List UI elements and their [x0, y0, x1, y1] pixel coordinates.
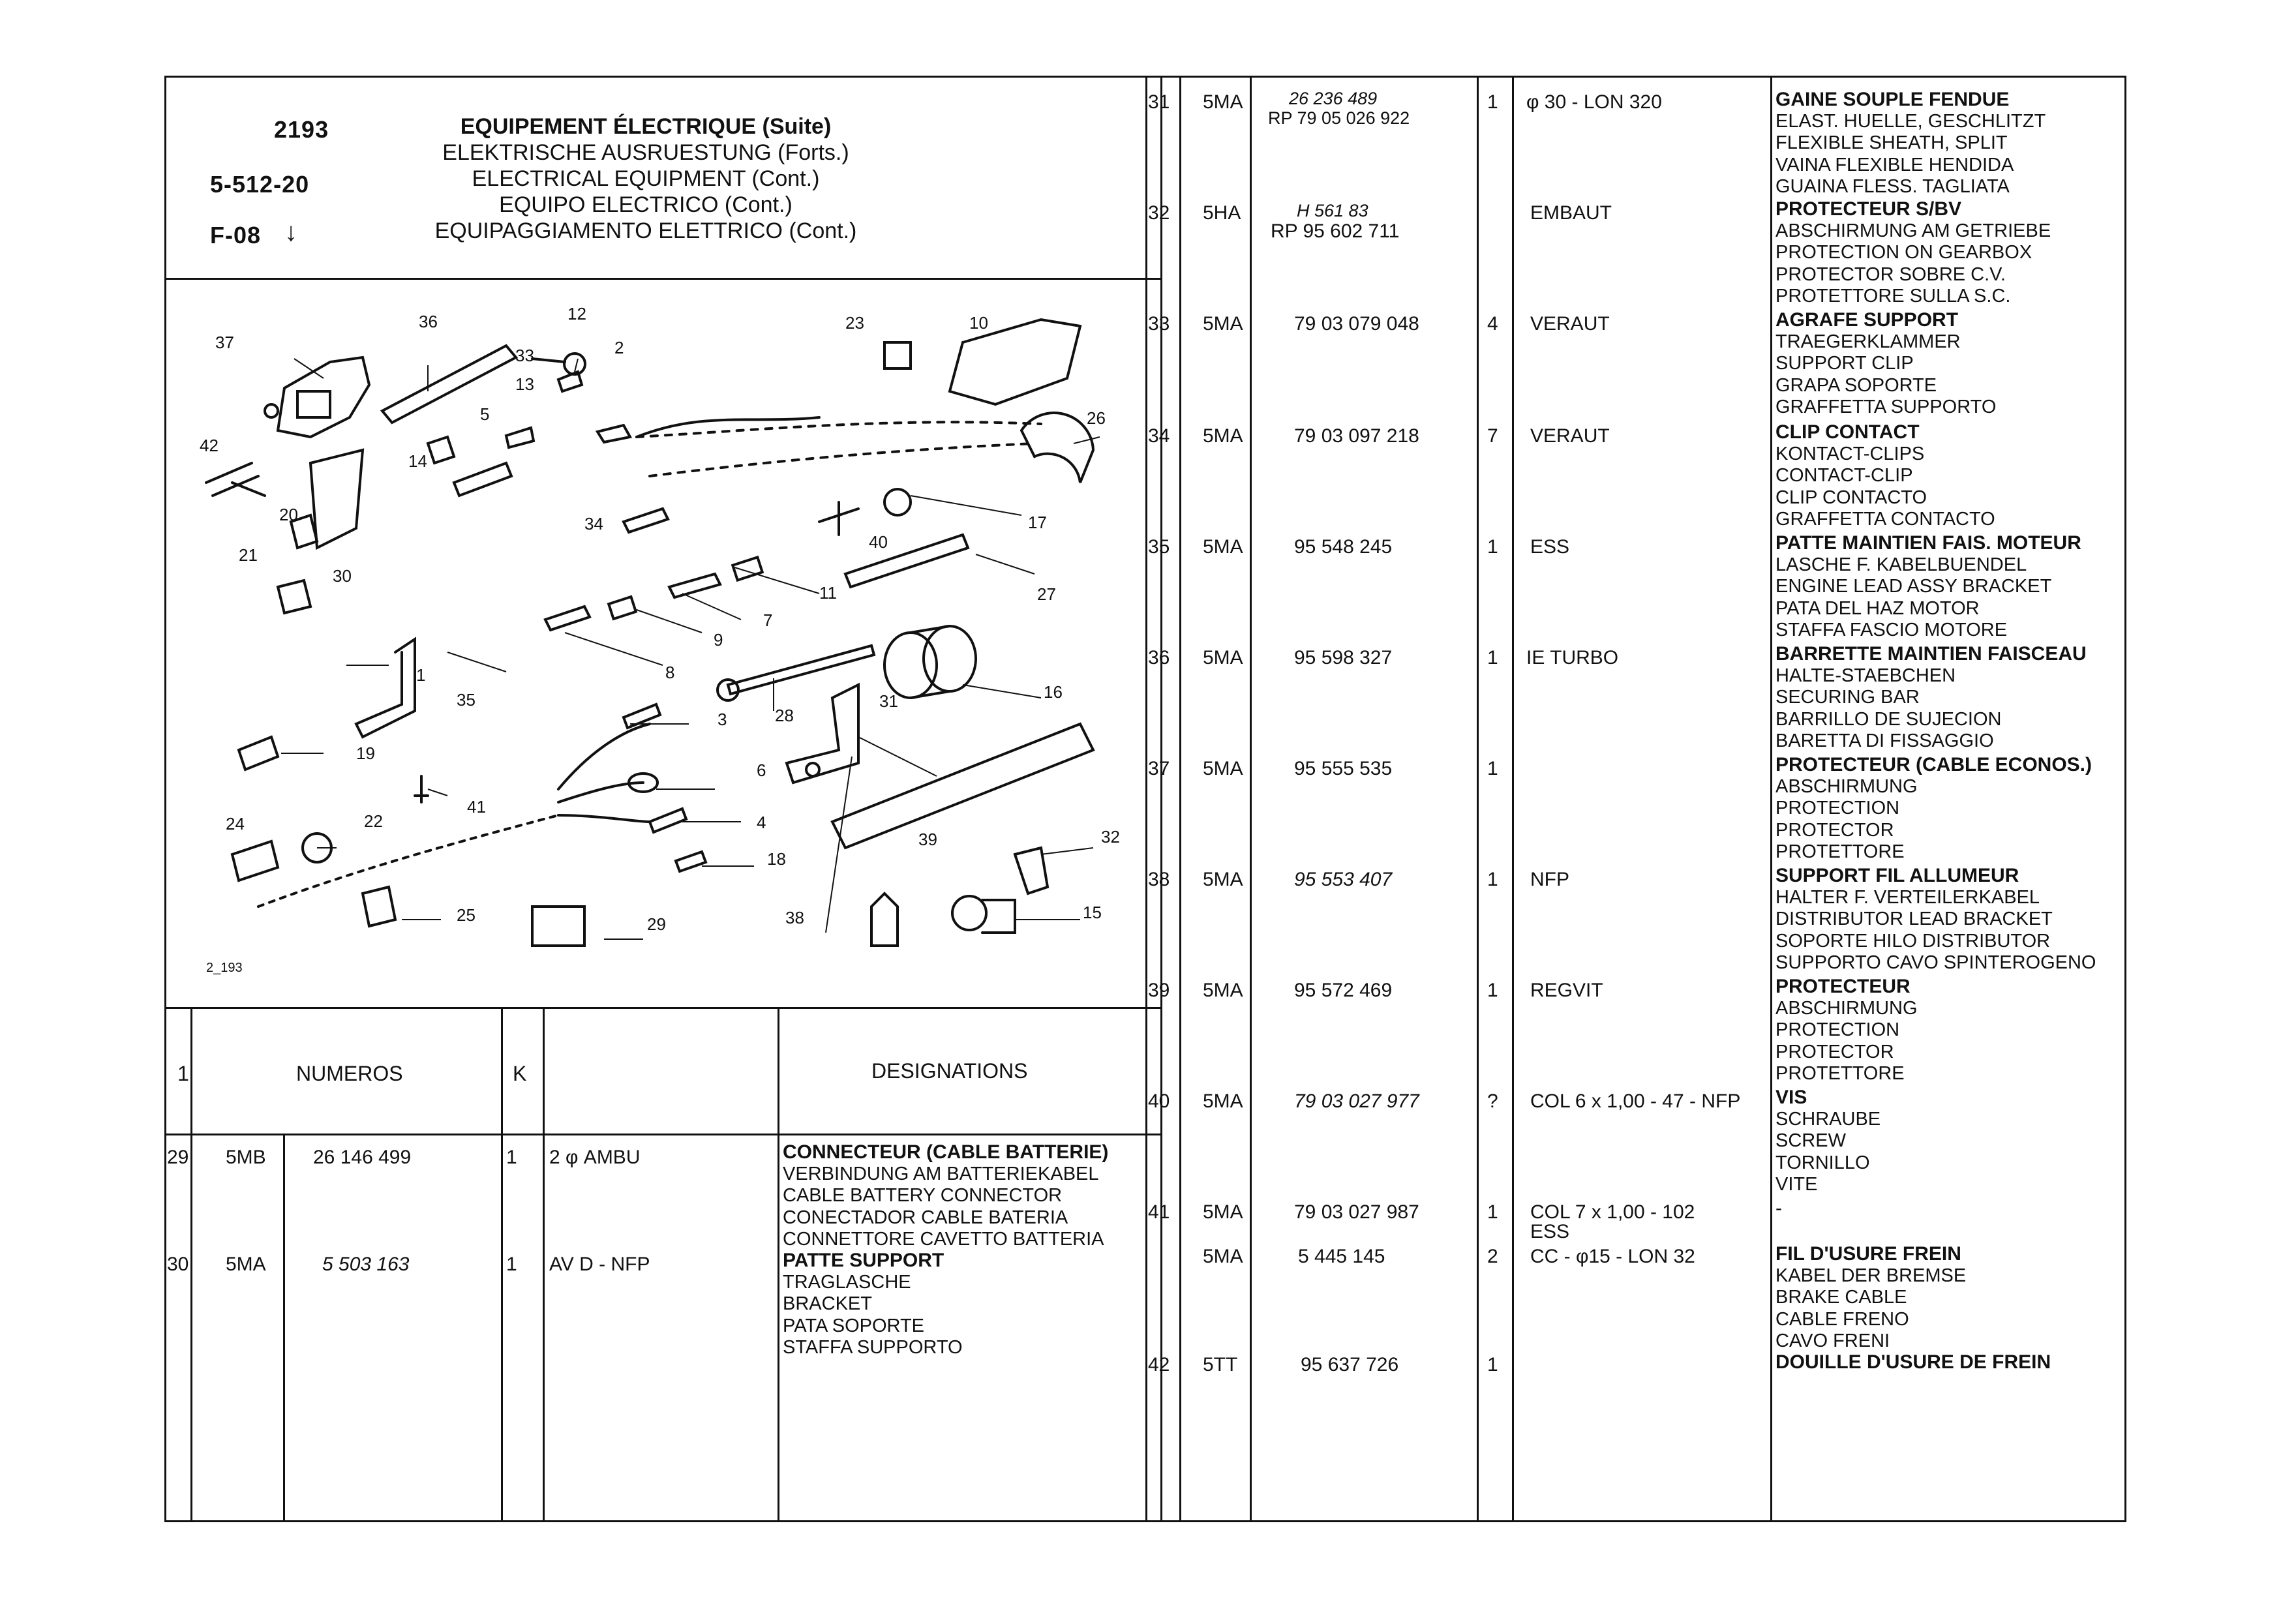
row-36-designations: [1775, 643, 2087, 753]
row-40-desig-it: VITE: [1775, 1174, 1818, 1195]
callout-27: 27: [1037, 584, 1056, 604]
row-31-note: φ 30 - LON 320: [1526, 91, 1662, 113]
left-col-line-2: [283, 1134, 285, 1522]
row-31-desig-es: VAINA FLEXIBLE HENDIDA: [1775, 154, 2014, 175]
row-40-qty: ?: [1487, 1090, 1498, 1112]
row-30-desig-en: BRACKET: [783, 1293, 872, 1314]
callout-3: 3: [718, 710, 727, 729]
row-34-desig-en: CONTACT-CLIP: [1775, 465, 1913, 486]
callout-2: 2: [614, 338, 624, 357]
callout-38: 38: [785, 908, 804, 927]
row-32-desig-de: ABSCHIRMUNG AM GETRIEBE: [1775, 220, 2051, 241]
row-35-note: ESS: [1530, 536, 1570, 558]
row-33-desig-it: GRAFFETTA SUPPORTO: [1775, 397, 1997, 417]
callout-15: 15: [1083, 903, 1102, 922]
part-9-sleeve: [609, 597, 636, 619]
row-41-group: 5MA: [1203, 1201, 1243, 1223]
row-33-desig-fr: AGRAFE SUPPORT: [1775, 309, 1959, 331]
row-29-part: 26 146 499: [313, 1147, 412, 1168]
row-35-desig-de: LASCHE F. KABELBUENDEL: [1775, 554, 2027, 575]
callout-31: 31: [879, 691, 898, 711]
callout-35: 35: [457, 690, 476, 710]
row-35-desig-it: STAFFA FASCIO MOTORE: [1775, 620, 2008, 640]
row-32-desig-es: PROTECTOR SOBRE C.V.: [1775, 263, 2006, 285]
callout-6: 6: [757, 760, 766, 780]
row-30-desig-es: PATA SOPORTE: [783, 1315, 925, 1336]
callout-30: 30: [333, 566, 352, 586]
row-35-designations: [1775, 532, 2081, 642]
row-36-ref: 36: [1148, 647, 1170, 668]
part-37-eyelet: [265, 404, 278, 417]
row-35-ref: 35: [1148, 536, 1170, 558]
callout-8: 8: [665, 663, 675, 682]
row-36-desig-en: SECURING BAR: [1775, 687, 1920, 708]
row-37-desig-fr: PROTECTEUR (CABLE ECONOS.): [1775, 754, 2092, 775]
wire-harness: [637, 422, 1041, 476]
row-41b-desig-es: CABLE FRENO: [1775, 1308, 1909, 1330]
illustration-divider: [164, 1007, 1162, 1009]
right-col-line-1: [1179, 76, 1181, 1522]
row-34-group: 5MA: [1203, 425, 1243, 447]
row-38-part: 95 553 407: [1294, 869, 1393, 890]
row-41b-part: 5 445 145: [1298, 1246, 1385, 1267]
callout-16: 16: [1044, 682, 1063, 702]
row-34-part: 79 03 097 218: [1294, 425, 1419, 447]
callout-34: 34: [584, 514, 603, 533]
row-41b-note: CC - φ15 - LON 32: [1530, 1246, 1695, 1267]
part-42-clip: [206, 463, 265, 496]
row-34-desig-it: GRAFFETTA CONTACTO: [1775, 509, 1995, 530]
part-34-clip: [624, 509, 668, 532]
callout-42: 42: [200, 436, 219, 455]
row-31-group: 5MA: [1203, 91, 1243, 113]
callout-24: 24: [226, 814, 245, 834]
row-36-desig-it: BARETTA DI FISSAGGIO: [1775, 730, 1994, 751]
right-col-line-5: [1770, 76, 1772, 1522]
header-divider: [164, 278, 1162, 280]
row-40-desig-de: SCHRAUBE: [1775, 1108, 1881, 1130]
left-col-line-3: [501, 1007, 503, 1522]
row-39-note: REGVIT: [1530, 980, 1603, 1001]
row-32-desig-en: PROTECTION ON GEARBOX: [1775, 242, 2032, 263]
callout-7: 7: [763, 610, 773, 630]
row-30-desig-fr: PATTE SUPPORT: [783, 1250, 944, 1271]
row-37-desig-es: PROTECTOR: [1775, 819, 1894, 841]
callout-20: 20: [279, 505, 298, 524]
row-34-note: VERAUT: [1530, 425, 1610, 447]
row-38-group: 5MA: [1203, 869, 1243, 890]
part-2-terminal: [597, 425, 630, 442]
row-31-designations: [1775, 89, 2046, 198]
row-36-note: IE TURBO: [1526, 647, 1619, 668]
row-38-desig-fr: SUPPORT FIL ALLUMEUR: [1775, 865, 2019, 886]
row-30-ref: 30: [167, 1254, 189, 1275]
row-35-qty: 1: [1487, 536, 1498, 558]
wire-lower: [558, 724, 650, 822]
part-16-end: [884, 633, 937, 698]
wire-main: [637, 417, 819, 437]
part-40-screw: [819, 502, 858, 535]
title-en: ELECTRICAL EQUIPMENT (Cont.): [472, 166, 820, 191]
part-13-clip: [506, 428, 534, 447]
row-32-ref: 32: [1148, 202, 1170, 224]
figure-arrow: ↓: [284, 218, 298, 247]
part-35-bracket: [356, 639, 415, 737]
right-col-line-4: [1512, 76, 1514, 1522]
row-36-group: 5MA: [1203, 647, 1243, 668]
row-37-desig-de: ABSCHIRMUNG: [1775, 775, 1918, 797]
callout-9: 9: [714, 630, 723, 650]
section-code: 5-512-20: [210, 171, 310, 198]
callout-10: 10: [969, 313, 988, 333]
title-es: EQUIPO ELECTRICO (Cont.): [499, 192, 793, 217]
row-39-desig-es: PROTECTOR: [1775, 1041, 1894, 1062]
figure-code: F-08: [210, 222, 262, 248]
row-40-designations: [1775, 1087, 1881, 1196]
row-32-note: EMBAUT: [1530, 202, 1612, 224]
illustration-ref: 2_193: [206, 961, 243, 975]
row-34-ref: 34: [1148, 425, 1170, 447]
col-header-numeros: NUMEROS: [296, 1062, 403, 1085]
row-37-desig-en: PROTECTION: [1775, 798, 1900, 819]
part-33-line: [532, 359, 565, 362]
row-29-note: 2 φ AMBU: [549, 1147, 641, 1168]
row-41b-desig-en: BRAKE CABLE: [1775, 1287, 1907, 1308]
row-30-designations: [783, 1250, 963, 1359]
callout-41: 41: [467, 797, 486, 817]
row-41b-group: 5MA: [1203, 1246, 1243, 1267]
row-37-qty: 1: [1487, 758, 1498, 779]
callout-40: 40: [869, 532, 888, 552]
row-34-designations: [1775, 421, 1995, 531]
row-42-desig-fr: DOUILLE D'USURE DE FREIN: [1775, 1351, 2051, 1373]
callout-33: 33: [515, 346, 534, 365]
row-40-desig-en: SCREW: [1775, 1130, 1846, 1151]
row-41-note-2: ESS: [1530, 1221, 1570, 1242]
row-36-desig-es: BARRILLO DE SUJECION: [1775, 708, 2002, 730]
callout-25: 25: [457, 905, 476, 925]
page-code: 2193: [274, 116, 329, 143]
row-32-part: H 561 83: [1297, 201, 1368, 220]
row-38-desig-it: SUPPORTO CAVO SPINTEROGENO: [1775, 952, 2096, 973]
row-38-note: NFP: [1530, 869, 1569, 890]
callout-32: 32: [1101, 827, 1120, 847]
row-34-qty: 7: [1487, 425, 1498, 447]
part-38-bracket: [787, 685, 858, 783]
row-33-note: VERAUT: [1530, 313, 1610, 335]
right-col-line-2: [1250, 76, 1252, 1522]
row-39-desig-it: PROTETTORE: [1775, 1063, 1905, 1084]
part-5-sleeve: [454, 463, 511, 496]
row-35-group: 5MA: [1203, 536, 1243, 558]
row-41-desig-dash: -: [1775, 1197, 1782, 1219]
row-38-desig-es: SOPORTE HILO DISTRIBUTOR: [1775, 930, 2051, 952]
row-40-ref: 40: [1148, 1090, 1170, 1112]
row-41b-desig-de: KABEL DER BREMSE: [1775, 1265, 1967, 1286]
row-33-part: 79 03 079 048: [1294, 313, 1419, 335]
row-39-designations: [1775, 976, 1918, 1085]
row-42-qty: 1: [1487, 1354, 1498, 1375]
row-29-designations: [783, 1141, 1108, 1251]
part-29-connector: [532, 907, 584, 946]
row-41-qty: 1: [1487, 1201, 1498, 1223]
callout-22: 22: [364, 811, 383, 831]
row-35-part: 95 548 245: [1294, 536, 1393, 558]
row-29-ref: 29: [167, 1147, 189, 1168]
callout-14: 14: [408, 451, 427, 471]
callout-5: 5: [480, 404, 490, 424]
row-31-desig-it: GUAINA FLESS. TAGLIATA: [1775, 176, 2010, 197]
row-30-qty: 1: [506, 1254, 517, 1275]
callout-1: 1: [416, 665, 426, 685]
column-header-divider: [164, 1134, 1162, 1135]
callout-21: 21: [239, 545, 258, 565]
row-34-desig-de: KONTACT-CLIPS: [1775, 443, 1925, 464]
part-21-clip: [278, 580, 310, 613]
callout-17: 17: [1028, 513, 1047, 532]
part-37-window: [297, 391, 330, 417]
col-header-index: 1: [177, 1062, 189, 1085]
callout-23: 23: [845, 313, 864, 333]
callout-28: 28: [775, 706, 794, 725]
row-41-designations: [1775, 1197, 1782, 1220]
part-8-terminal: [545, 607, 590, 630]
row-30-note: AV D - NFP: [549, 1254, 650, 1275]
part-19-clip: [239, 737, 278, 770]
title-fr: EQUIPEMENT ÉLECTRIQUE (Suite): [460, 114, 832, 139]
row-38-designations: [1775, 865, 2096, 974]
part-41-stud: [415, 776, 428, 802]
row-41b-designations: [1775, 1243, 1966, 1353]
part-24-clip: [232, 841, 278, 880]
row-37-part: 95 555 535: [1294, 758, 1393, 779]
left-col-line-4: [543, 1007, 545, 1522]
part-16-cap: [924, 626, 976, 691]
row-30-desig-de: TRAGLASCHE: [783, 1271, 911, 1293]
row-41-ref: 41: [1148, 1201, 1170, 1223]
part-37-protector: [278, 357, 369, 437]
row-33-group: 5MA: [1203, 313, 1243, 335]
row-37-group: 5MA: [1203, 758, 1243, 779]
left-col-line-5: [778, 1007, 779, 1522]
row-29-desig-it: CONNETTORE CAVETTO BATTERIA: [783, 1229, 1104, 1250]
row-35-desig-fr: PATTE MAINTIEN FAIS. MOTEUR: [1775, 532, 2081, 554]
callout-36: 36: [419, 312, 438, 331]
row-34-desig-es: CLIP CONTACTO: [1775, 487, 1927, 508]
row-32-designations: [1775, 198, 2051, 308]
row-38-qty: 1: [1487, 869, 1498, 890]
part-27-tube: [845, 535, 968, 587]
row-33-ref: 33: [1148, 313, 1170, 335]
callout-12: 12: [567, 304, 586, 323]
callout-4: 4: [757, 813, 766, 832]
row-38-desig-de: HALTER F. VERTEILERKABEL: [1775, 886, 2040, 908]
row-32-desig-it: PROTETTORE SULLA S.C.: [1775, 286, 2011, 307]
left-col-line-1: [190, 1007, 192, 1522]
part-14-plug: [428, 437, 454, 463]
row-31-part: 26 236 489: [1289, 89, 1378, 108]
row-37-desig-it: PROTETTORE: [1775, 841, 1905, 862]
row-41b-qty: 2: [1487, 1246, 1498, 1267]
row-29-desig-es: CONECTADOR CABLE BATERIA: [783, 1207, 1068, 1228]
col-header-designations: DESIGNATIONS: [871, 1059, 1028, 1083]
part-17-washer: [884, 489, 911, 515]
row-36-part: 95 598 327: [1294, 647, 1393, 668]
callout-19: 19: [356, 743, 375, 763]
row-35-desig-en: ENGINE LEAD ASSY BRACKET: [1775, 576, 2052, 597]
row-32-part-alt: RP 95 602 711: [1271, 220, 1400, 242]
row-38-desig-en: DISTRIBUTOR LEAD BRACKET: [1775, 909, 2053, 929]
row-42-group: 5TT: [1203, 1354, 1238, 1375]
row-39-desig-fr: PROTECTEUR: [1775, 976, 1911, 997]
wire-lower-dashed: [258, 815, 558, 907]
callout-11: 11: [819, 583, 837, 603]
row-40-desig-fr: VIS: [1775, 1087, 1807, 1108]
row-29-group: 5MB: [226, 1147, 266, 1168]
part-4-terminal: [650, 809, 686, 832]
row-32-desig-fr: PROTECTEUR S/BV: [1775, 198, 1962, 220]
part-30-bracket: [310, 450, 363, 548]
row-31-ref: 31: [1148, 91, 1170, 113]
row-41b-desig-it: CAVO FRENI: [1775, 1330, 1890, 1351]
row-38-ref: 38: [1148, 869, 1170, 890]
callout-26: 26: [1087, 408, 1106, 428]
row-36-desig-de: HALTE-STAEBCHEN: [1775, 665, 1956, 686]
part-31-sleeve: [832, 724, 1093, 848]
row-42-ref: 42: [1148, 1354, 1170, 1375]
row-30-desig-it: STAFFA SUPPORTO: [783, 1337, 963, 1358]
part-39-cap: [871, 894, 898, 946]
row-40-desig-es: TORNILLO: [1775, 1152, 1870, 1173]
row-31-qty: 1: [1487, 91, 1498, 113]
row-40-note: COL 6 x 1,00 - 47 - NFP: [1530, 1090, 1741, 1112]
title-block: [417, 113, 874, 244]
row-37-ref: 37: [1148, 758, 1170, 779]
row-41b-desig-fr: FIL D'USURE FREIN: [1775, 1243, 1961, 1265]
right-col-line-3: [1477, 76, 1479, 1522]
row-31-desig-de: ELAST. HUELLE, GESCHLITZT: [1775, 110, 2046, 132]
row-33-desig-en: SUPPORT CLIP: [1775, 353, 1914, 374]
row-36-desig-fr: BARRETTE MAINTIEN FAISCEAU: [1775, 643, 2087, 665]
callout-39: 39: [918, 830, 937, 849]
row-29-desig-fr: CONNECTEUR (CABLE BATTERIE): [783, 1141, 1109, 1163]
row-30-group: 5MA: [226, 1254, 266, 1275]
part-38-hole: [806, 763, 819, 776]
part-23-clip: [884, 342, 911, 368]
row-42-part: 95 637 726: [1301, 1354, 1399, 1375]
title-it: EQUIPAGGIAMENTO ELETTRICO (Cont.): [434, 218, 857, 243]
part-15-cap: [952, 896, 986, 930]
row-41-note: COL 7 x 1,00 - 102: [1530, 1201, 1695, 1223]
row-39-group: 5MA: [1203, 980, 1243, 1001]
row-30-part: 5 503 163: [322, 1254, 410, 1275]
callout-13: 13: [515, 374, 534, 394]
row-33-qty: 4: [1487, 313, 1498, 335]
part-26-ring: [1021, 413, 1093, 483]
col-header-k: K: [513, 1062, 527, 1085]
part-25-clip: [363, 887, 395, 926]
part-7-terminal: [669, 574, 720, 597]
row-29-qty: 1: [506, 1147, 517, 1168]
row-41-part: 79 03 027 987: [1294, 1201, 1419, 1223]
row-32-group: 5HA: [1203, 202, 1241, 224]
row-31-part-alt: RP 79 05 026 922: [1268, 108, 1410, 128]
row-40-part: 79 03 027 977: [1294, 1090, 1419, 1112]
exploded-parts-diagram: [167, 280, 1145, 1006]
row-39-desig-en: PROTECTION: [1775, 1019, 1900, 1040]
row-33-desig-es: GRAPA SOPORTE: [1775, 374, 1937, 396]
row-39-part: 95 572 469: [1294, 980, 1393, 1001]
row-36-qty: 1: [1487, 647, 1498, 668]
row-29-desig-de: VERBINDUNG AM BATTERIEKABEL: [783, 1163, 1099, 1184]
row-31-desig-en: FLEXIBLE SHEATH, SPLIT: [1775, 132, 2008, 153]
callout-37: 37: [215, 333, 234, 352]
row-31-desig-fr: GAINE SOUPLE FENDUE: [1775, 89, 2010, 110]
row-33-designations: [1775, 309, 1996, 419]
part-18-clip: [676, 852, 706, 871]
row-39-qty: 1: [1487, 980, 1498, 1001]
row-29-desig-en: CABLE BATTERY CONNECTOR: [783, 1185, 1063, 1206]
callout-18: 18: [767, 849, 786, 869]
row-42-designations: [1775, 1351, 2051, 1374]
part-36-bar: [382, 346, 516, 423]
row-39-ref: 39: [1148, 980, 1170, 1001]
row-39-desig-de: ABSCHIRMUNG: [1775, 997, 1918, 1019]
row-40-group: 5MA: [1203, 1090, 1243, 1112]
title-de: ELEKTRISCHE AUSRUESTUNG (Forts.): [442, 140, 849, 165]
callout-29: 29: [647, 914, 666, 934]
row-37-designations: [1775, 754, 2092, 864]
part-28-head: [718, 680, 738, 700]
row-33-desig-de: TRAEGERKLAMMER: [1775, 331, 1961, 352]
row-34-desig-fr: CLIP CONTACT: [1775, 421, 1920, 443]
row-35-desig-es: PATA DEL HAZ MOTOR: [1775, 597, 1980, 619]
